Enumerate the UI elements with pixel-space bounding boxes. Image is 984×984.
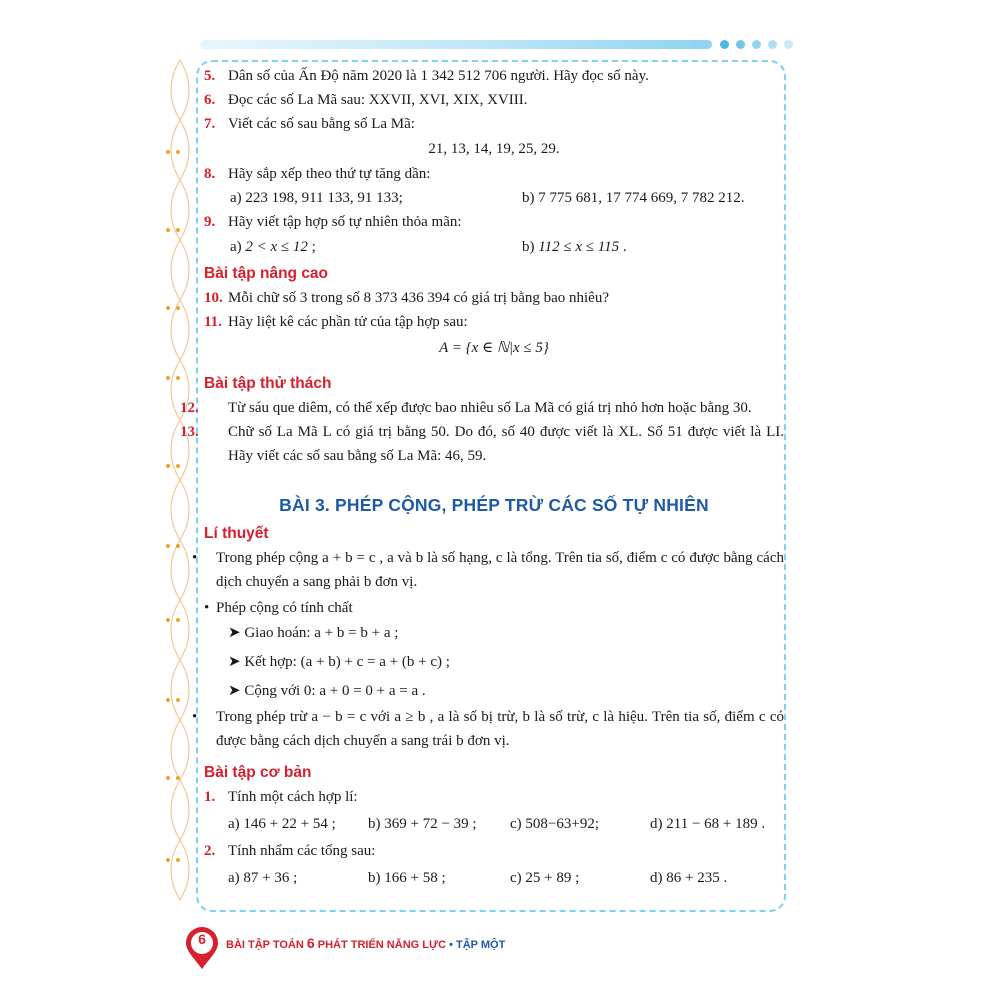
exercise-number: 6. (204, 92, 216, 108)
part-a: a) 2 < x ≤ 12 ; (230, 239, 316, 255)
header-bar (200, 40, 712, 49)
exercise-text: Mỗi chữ số 3 trong số 8 373 436 394 có giá trị bằng bao nhiêu? (228, 290, 609, 306)
theory-paragraph-3: • Trong phép trừ a − b = c với a ≥ b , a là số bị trừ, b là số trừ, c là hiệu. Trên tia số, điểm c có được bằng cách dịch chuyển a sang trái b đơn vị. (204, 705, 784, 753)
exercise-number: 8. (204, 166, 216, 182)
exercise-9-parts (204, 234, 784, 260)
property-item: ➤ Kết hợp: (a + b) + c = a + (b + c) ; (228, 654, 450, 670)
bullet-icon: • (204, 600, 210, 616)
page-number: 6 (198, 931, 206, 947)
part-b: b) 7 775 681, 17 774 669, 7 782 212. (522, 190, 745, 206)
page-content (180, 62, 784, 893)
theory-paragraph-2: • Phép cộng có tính chất (204, 596, 784, 620)
exercise-number: 10. (204, 290, 223, 306)
exercise-7-list: 21, 13, 14, 19, 25, 29. (428, 141, 560, 157)
page-footer (184, 926, 584, 970)
part-a: a) 146 + 22 + 54 ; (228, 816, 336, 832)
section-basic-title: Bài tập cơ bản (204, 764, 312, 781)
exercise-number: 9. (204, 214, 216, 230)
exercise-5 (204, 64, 784, 88)
exercise-11 (204, 310, 784, 334)
part-d: d) 211 − 68 + 189 . (650, 816, 766, 832)
part-b: b) 369 + 72 − 39 ; (368, 816, 477, 832)
bullet-icon: • (192, 550, 198, 566)
exercise-6 (204, 88, 784, 112)
basic-exercise-2 (204, 839, 784, 863)
property-associative (204, 647, 784, 677)
exercise-13 (180, 420, 784, 468)
property-commutative (204, 620, 784, 647)
exercise-text: Chữ số La Mã L có giá trị bằng 50. Do đó, số 40 được viết là XL. Số 51 được viết là LI. Hãy viết các số sau bằng số La Mã: 46, 59. (228, 424, 784, 464)
part-c: c) 508−63+92; (510, 816, 599, 832)
margin-ornament (162, 60, 196, 920)
book-title: BÀI TẬP TOÁN 6 PHÁT TRIỂN NĂNG LỰC • TẬP MỘT (226, 935, 506, 951)
exercise-text: Hãy liệt kê các phần tử của tập hợp sau: (228, 314, 468, 330)
lesson-title: BÀI 3. PHÉP CỘNG, PHÉP TRỪ CÁC SỐ TỰ NHIÊN (279, 495, 709, 515)
exercise-8-parts (204, 186, 784, 210)
part-b: b) 112 ≤ x ≤ 115 . (522, 239, 627, 255)
part-d: d) 86 + 235 . (650, 870, 728, 886)
exercise-text: Tính nhẩm các tổng sau: (228, 843, 376, 859)
property-item: ➤ Cộng với 0: a + 0 = 0 + a = a . (228, 683, 426, 699)
exercise-text: Dân số của Ấn Độ năm 2020 là 1 342 512 706 người. Hãy đọc số này. (228, 68, 649, 84)
exercise-12 (180, 396, 784, 420)
exercise-11-set: A = {x ∈ ℕ|x ≤ 5} (439, 340, 549, 356)
property-zero (204, 677, 784, 705)
exercise-number: 5. (204, 68, 216, 84)
exercise-number: 1. (204, 789, 216, 805)
exercise-text: Tính một cách hợp lí: (228, 789, 358, 805)
part-c: c) 25 + 89 ; (510, 870, 580, 886)
exercise-number: 2. (204, 843, 216, 859)
exercise-8 (204, 162, 784, 186)
bullet-icon: • (192, 709, 198, 725)
exercise-text: Từ sáu que diêm, có thể xếp được bao nhiêu số La Mã có giá trị nhỏ hơn hoặc bằng 30. (228, 400, 752, 416)
exercise-10 (204, 286, 784, 310)
exercise-9 (204, 210, 784, 234)
exercise-number: 12. (180, 400, 199, 416)
part-b: b) 166 + 58 ; (368, 870, 446, 886)
exercise-number: 11. (204, 314, 222, 330)
exercise-text: Viết các số sau bằng số La Mã: (228, 116, 415, 132)
basic-exercise-1-parts (204, 809, 784, 839)
part-a: a) 87 + 36 ; (228, 870, 298, 886)
exercise-text: Đọc các số La Mã sau: XXVII, XVI, XIX, XVIII. (228, 92, 528, 108)
section-advanced-title: Bài tập nâng cao (204, 265, 329, 282)
exercise-text: Hãy sắp xếp theo thứ tự tăng dần: (228, 166, 431, 182)
section-theory-title: Lí thuyết (204, 525, 269, 542)
exercise-text: Hãy viết tập hợp số tự nhiên thỏa mãn: (228, 214, 462, 230)
basic-exercise-1 (204, 785, 784, 809)
theory-paragraph-1: • Trong phép cộng a + b = c , a và b là số hạng, c là tổng. Trên tia số, điểm c có được bằng cách dịch chuyển a sang phải b đơn vị. (204, 546, 784, 594)
exercise-number: 7. (204, 116, 216, 132)
exercise-7 (204, 112, 784, 136)
property-item: ➤ Giao hoán: a + b = b + a ; (228, 625, 399, 641)
section-challenge-title: Bài tập thử thách (204, 375, 332, 392)
part-a: a) 223 198, 911 133, 91 133; (230, 190, 403, 206)
exercise-number: 13. (180, 424, 199, 440)
basic-exercise-2-parts (204, 863, 784, 893)
